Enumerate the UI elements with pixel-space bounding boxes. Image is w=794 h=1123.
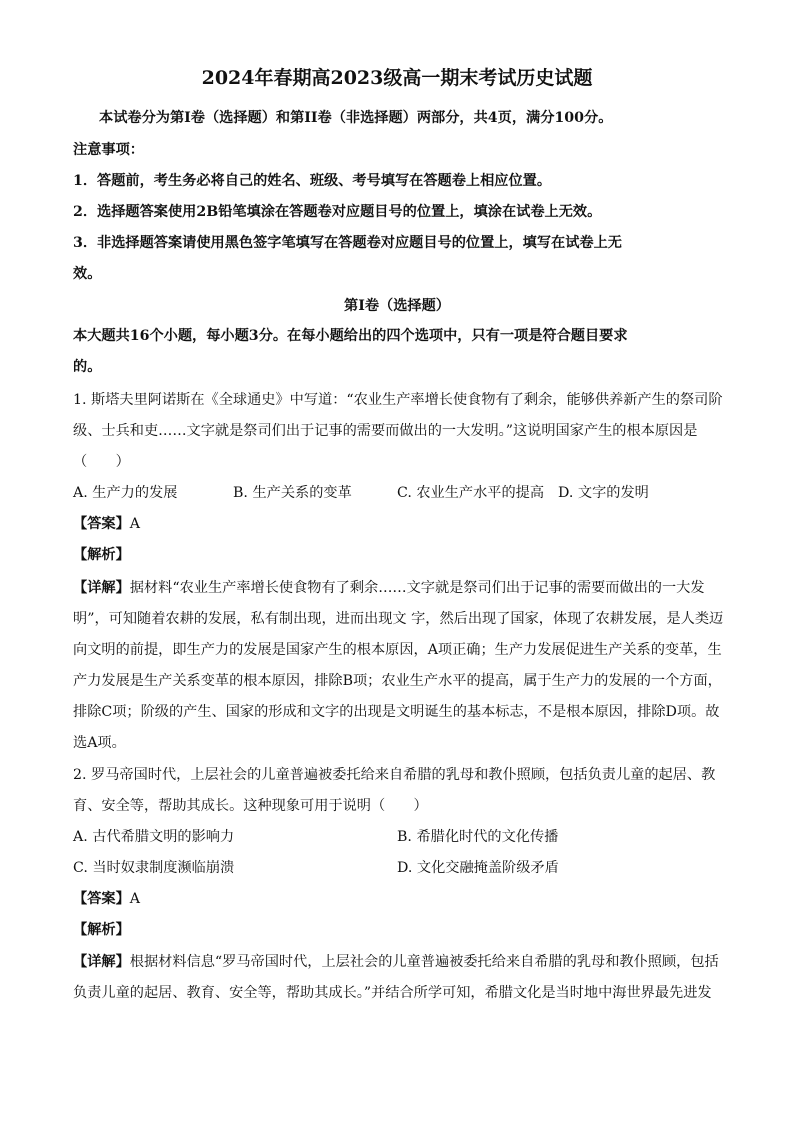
question-1-option-c: C. 农业生产水平的提高 <box>397 485 545 501</box>
answer-label: 【答案】 <box>73 516 130 532</box>
question-2-option-b: B. 希腊化时代的文化传播 <box>397 829 559 845</box>
section-instruction-continued: 的。 <box>73 359 102 375</box>
question-1-detail: 产力发展是生产关系变革的根本原因，排除B项；农业生产水平的提高，属于生产力的发展的一个方面， <box>73 673 722 689</box>
question-1-detail <box>73 578 733 598</box>
question-2-option-a: A. 古代希腊文明的影响力 <box>73 829 235 845</box>
answer-value: A <box>129 516 141 532</box>
note-item-continued: 效。 <box>73 266 102 282</box>
answer-label: 【答案】 <box>73 891 130 907</box>
question-1-option-b: B. 生产关系的变革 <box>233 485 352 501</box>
question-2-detail: 负责儿童的起居、教育、安全等，帮助其成长。”并结合所学可知，希腊文化是当时地中海世界最先进发 <box>73 985 712 1001</box>
question-1-stem: 级、士兵和吏……文字就是祭司们出于记事的需要而做出的一大发明。”这说明国家产生的根本原因是 <box>73 423 698 439</box>
question-2-stem: 育、安全等，帮助其成长。这种现象可用于说明（ ） <box>73 798 428 814</box>
question-2-answer <box>73 889 733 909</box>
detail-text: 根据材料信息“罗马帝国时代，上层社会的儿童普遍被委托给来自希腊的乳母和教仆照顾，包括 <box>129 954 719 970</box>
question-2-detail <box>73 952 733 972</box>
question-1-detail: 选A项。 <box>73 735 126 751</box>
question-1-stem: （ ） <box>73 454 130 470</box>
detail-label: 【详解】 <box>73 954 130 970</box>
question-2-option-c: C. 当时奴隶制度濒临崩溃 <box>73 860 235 876</box>
note-item: 3．非选择题答案请使用黑色签字笔填写在答题卷对应题目号的位置上，填写在试卷上无 <box>73 235 622 251</box>
question-1-detail: 排除C项；阶级的产生、国家的形成和文字的出现是文明诞生的基本标志，不是根本原因，排除D项。故 <box>73 704 720 720</box>
question-2-stem: 2. 罗马帝国时代，上层社会的儿童普遍被委托给来自希腊的乳母和教仆照顾，包括负责儿童的起居、教 <box>73 767 716 783</box>
question-1-analysis-label: 【解析】 <box>73 547 130 563</box>
note-item: 2．选择题答案使用2B铅笔填涂在答题卷对应题目号的位置上，填涂在试卷上无效。 <box>73 204 602 220</box>
exam-intro: 本试卷分为第I卷（选择题）和第II卷（非选择题）两部分，共4页，满分100分。 <box>99 110 613 126</box>
question-2-analysis-label: 【解析】 <box>73 922 130 938</box>
question-1-option-d: D. 文字的发明 <box>558 485 649 501</box>
notes-heading: 注意事项： <box>73 142 144 158</box>
exam-title: 2024年春期高2023级高一期末考试历史试题 <box>201 67 593 89</box>
detail-text: 据材料“农业生产率增长使食物有了剩余……文字就是祭司们出于记事的需要而做出的一大发 <box>129 580 705 596</box>
question-1-detail: 明”，可知随着农耕的发展，私有制出现，进而出现文 字，然后出现了国家，体现了农耕发展，是人类迈 <box>73 611 724 627</box>
question-2-option-d: D. 文化交融掩盖阶级矛盾 <box>397 860 559 876</box>
answer-value: A <box>129 891 141 907</box>
question-1-stem: 1. 斯塔夫里阿诺斯在《全球通史》中写道：“农业生产率增长使食物有了剩余，能够供养新产生的祭司阶 <box>73 392 723 408</box>
note-item: 1．答题前，考生务必将自己的姓名、班级、考号填写在答题卷上相应位置。 <box>73 173 552 189</box>
question-1-answer <box>73 514 733 534</box>
detail-label: 【详解】 <box>73 580 130 596</box>
question-1-option-a: A. 生产力的发展 <box>73 485 178 501</box>
question-1-detail: 向文明的前提，即生产力的发展是国家产生的根本原因，A项正确；生产力发展促进生产关系的变革，生 <box>73 642 722 658</box>
section-instruction: 本大题共16个小题，每小题3分。在每小题给出的四个选项中，只有一项是符合题目要求 <box>73 328 628 344</box>
section-title: 第I卷（选择题） <box>344 298 450 314</box>
